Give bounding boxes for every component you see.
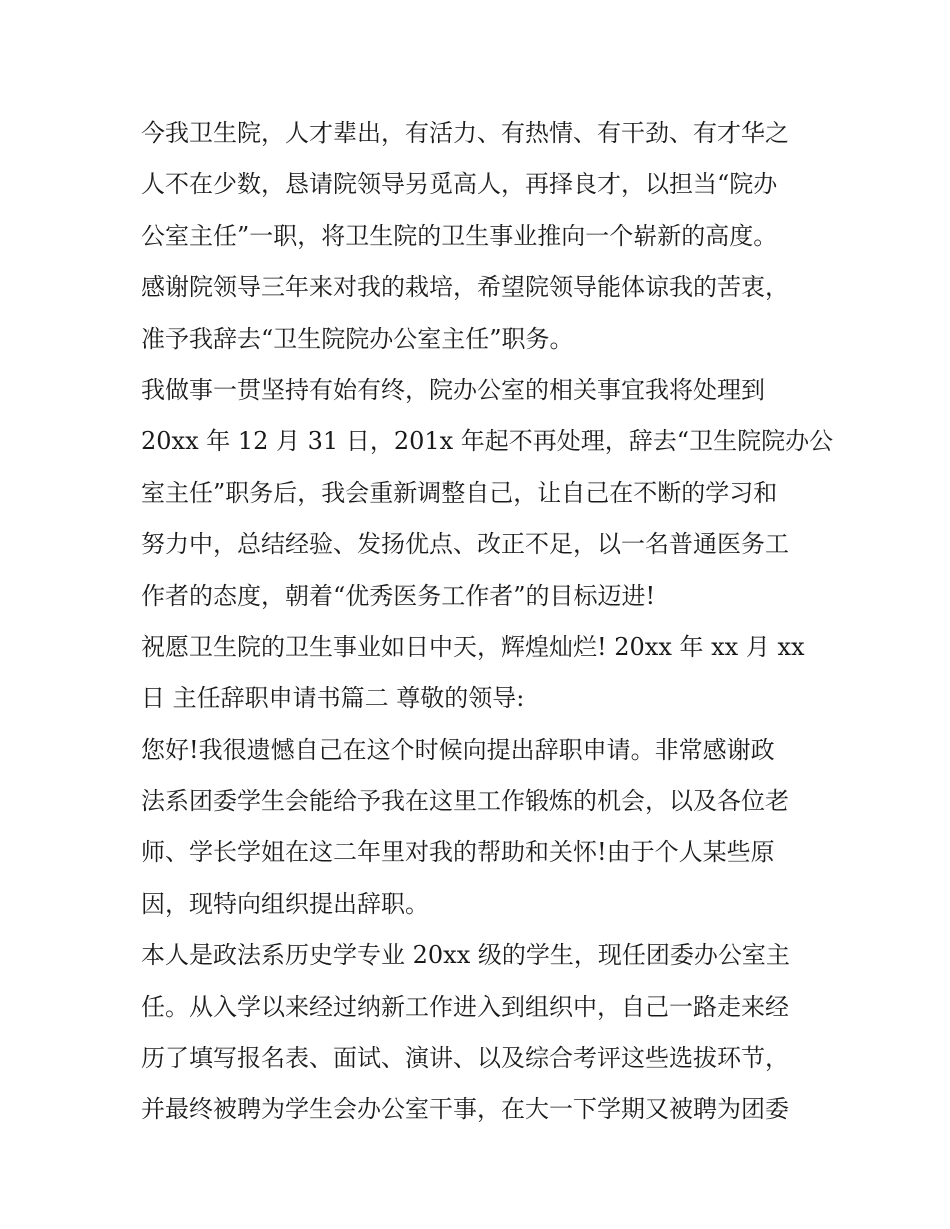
text-line: 我做事一贯坚持有始有终，院办公室的相关事宜我将处理到 (141, 375, 765, 404)
text-line: 今我卫生院，人才辈出，有活力、有热情、有干劲、有才华之 (141, 119, 789, 147)
text-line: 历了填写报名表、面试、演讲、以及综合考评这些选拔环节， (141, 1044, 789, 1073)
text-line: 20xx 年 12 月 31 日，201x 年起不再处理，辞去“卫生院院办公 (141, 427, 834, 456)
text-line: 努力中，总结经验、发扬优点、改正不足，以一名普通医务工 (141, 530, 789, 559)
document-body (141, 108, 834, 1136)
text-line: 人不在少数，恳请院领导另觅高人，再择良才，以担当“院办 (141, 170, 778, 199)
text-line: 您好!我很遗憾自己在这个时候向提出辞职申请。非常感谢政 (141, 735, 775, 764)
text-line: 并最终被聘为学生会办公室干事，在大一下学期又被聘为团委 (141, 1095, 789, 1124)
text-line: 公室主任”一职，将卫生院的卫生事业推向一个崭新的高度。 (141, 221, 778, 250)
text-line: 任。从入学以来经过纳新工作进入到组织中，自己一路走来经 (141, 992, 789, 1021)
text-line: 本人是政法系历史学专业 20xx 级的学生，现任团委办公室主 (141, 941, 790, 970)
text-line: 室主任”职务后，我会重新调整自己，让自己在不断的学习和 (141, 478, 778, 507)
text-line: 师、学长学姐在这二年里对我的帮助和关怀!由于个人某些原 (141, 838, 775, 867)
text-line: 感谢院领导三年来对我的栽培，希望院领导能体谅我的苦衷， (141, 273, 789, 302)
text-line: 日 主任辞职申请书篇二 尊敬的领导: (141, 684, 525, 713)
text-line: 作者的态度，朝着“优秀医务工作者”的目标迈进! (141, 581, 656, 610)
text-line: 法系团委学生会能给予我在这里工作锻炼的机会，以及各位老 (141, 787, 789, 816)
text-line: 祝愿卫生院的卫生事业如日中天，辉煌灿烂! 20xx 年 xx 月 xx (141, 632, 805, 661)
text-line: 准予我辞去“卫生院院办公室主任”职务。 (141, 324, 574, 353)
text-line: 因，现特向组织提出辞职。 (141, 889, 429, 918)
